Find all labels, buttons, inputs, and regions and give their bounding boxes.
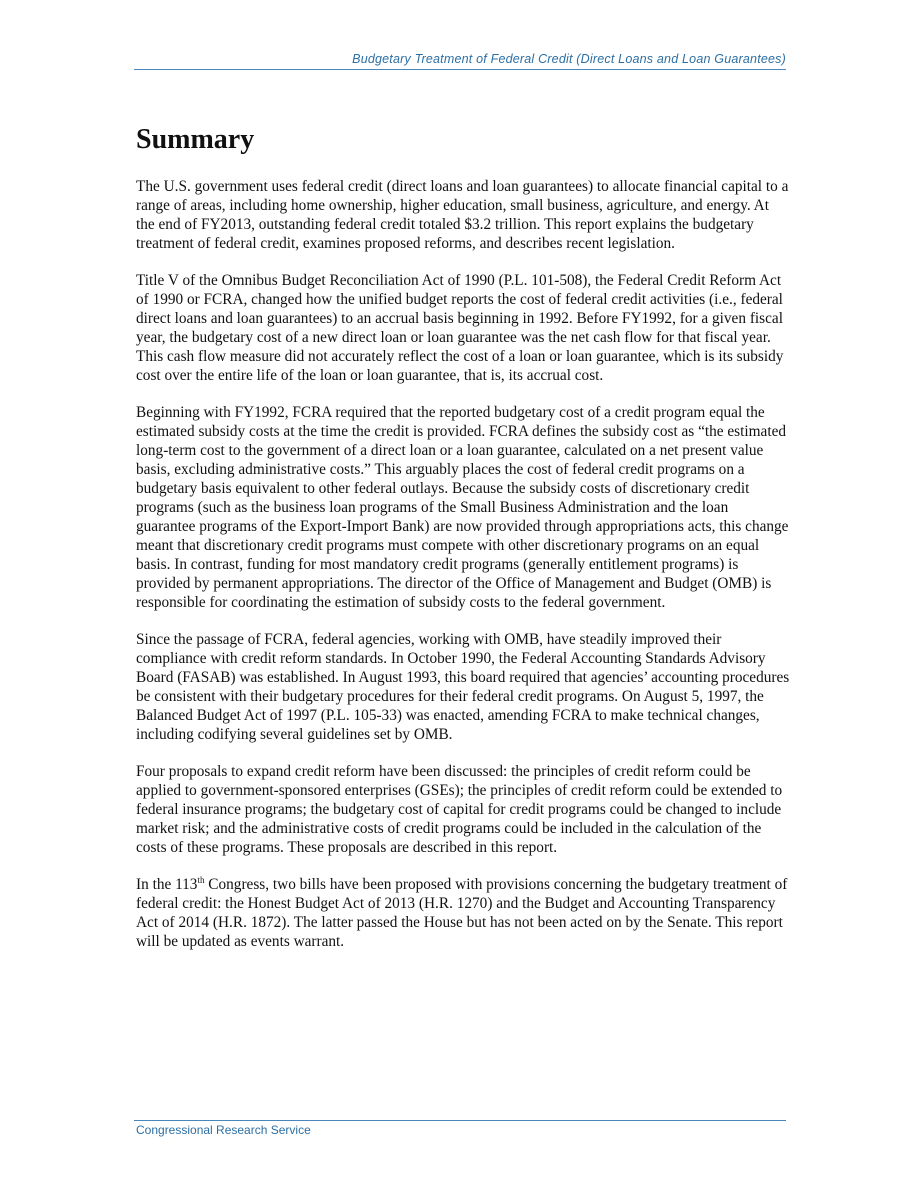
paragraph-2: Title V of the Omnibus Budget Reconciliation Act of 1990 (P.L. 101-508), the Federal Credit Reform Act of 1990 or FCRA, changed how the unified budget reports the cost of federal credit activities (i.e., federal direct loans and loan guarantees) to an accrual basis beginning in 1992. Before FY1992, for a given fiscal year, the budgetary cost of a new direct loan or loan guarantee was the net cash flow for that fiscal year. This cash flow measure did not accurately reflect the cost of a loan or loan guarantee, which is its subsidy cost over the entire life of the loan or loan guarantee, that is, its accrual cost.: [136, 272, 784, 384]
paragraph-6: [136, 875, 791, 951]
running-header: Budgetary Treatment of Federal Credit (Direct Loans and Loan Guarantees): [352, 52, 786, 66]
paragraph-6-rest: Congress, two bills have been proposed with provisions concerning the budgetary treatment of federal credit: the Honest Budget Act of 2013 (H.R. 1270) and the Budget and Accounting Transparency Act of 2014 (H.R. 1872). The latter passed the House but has not been acted on by the Senate. This report will be updated as events warrant.: [136, 876, 788, 950]
footer-publisher: Congressional Research Service: [136, 1123, 311, 1137]
page-title: Summary: [136, 124, 255, 155]
paragraph-1: The U.S. government uses federal credit (direct loans and loan guarantees) to allocate financial capital to a range of areas, including home ownership, higher education, small business, agriculture, and energy. At the end of FY2013, outstanding federal credit totaled $3.2 trillion. This report explains the budgetary treatment of federal credit, examines proposed reforms, and describes recent legislation.: [136, 178, 789, 252]
paragraph-3: Beginning with FY1992, FCRA required that the reported budgetary cost of a credit program equal the estimated subsidy costs at the time the credit is provided. FCRA defines the subsidy cost as “the estimated long-term cost to the government of a direct loan or a loan guarantee, calculated on a net present value basis, excluding administrative costs.” This arguably places the cost of federal credit programs on a budgetary basis equivalent to other federal outlays. Because the subsidy costs of discretionary credit programs (such as the business loan programs of the Small Business Administration and the loan guarantee programs of the Export-Import Bank) are now provided through appropriations acts, this change meant that discretionary credit programs must compete with other discretionary programs on an equal basis. In contrast, funding for most mandatory credit programs (generally entitlement programs) is provided by permanent appropriations. The director of the Office of Management and Budget (OMB) is responsible for coordinating the estimation of subsidy costs to the federal government.: [136, 404, 789, 611]
paragraph-4: Since the passage of FCRA, federal agencies, working with OMB, have steadily improved their compliance with credit reform standards. In October 1990, the Federal Accounting Standards Advisory Board (FASAB) was established. In August 1993, this board required that agencies’ accounting procedures be consistent with their budgetary procedures for their federal credit programs. On August 5, 1997, the Balanced Budget Act of 1997 (P.L. 105-33) was enacted, amending FCRA to make technical changes, including codifying several guidelines set by OMB.: [136, 631, 790, 743]
header-rule: [134, 69, 786, 70]
ordinal-suffix: th: [197, 874, 205, 885]
summary-body: [136, 177, 791, 969]
paragraph-5: Four proposals to expand credit reform have been discussed: the principles of credit reform could be applied to government-sponsored enterprises (GSEs); the principles of credit reform could be extended to federal insurance programs; the budgetary cost of capital for credit programs could be changed to include market risk; and the administrative costs of credit programs could be included in the calculation of the costs of these programs. These proposals are described in this report.: [136, 763, 783, 856]
footer-rule: [134, 1120, 786, 1121]
paragraph-6-lead: In the 113: [136, 876, 198, 893]
